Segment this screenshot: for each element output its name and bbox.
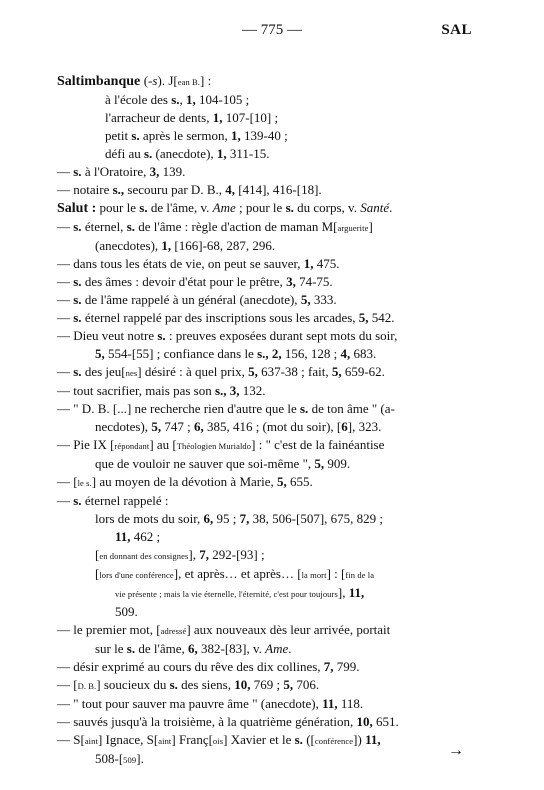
dash-entry-line: — sauvés jusqu'à la troisième, à la quatrième génération, 10, 651. [57,714,399,729]
page-header [0,22,544,42]
sub-entry-line: [lors d'une conférence], et après… et après… [la mort] : [fin de la [95,566,375,581]
continuation-line: 508-[509]. [95,751,144,766]
dash-entry-line: — s. de l'âme rappelé à un général (anecdote), 5, 333. [57,292,337,307]
dash-entry-line: — s. des âmes : devoir d'état pour le prêtre, 3, 74-75. [57,274,333,289]
sub-entry-line: lors de mots du soir, 6, 95 ; 7, 38, 506-[507], 675, 829 ; [95,511,384,526]
sub-entry-line: petit s. après le sermon, 1, 139-40 ; [105,128,288,143]
dash-entry-line: — s. des jeu[nes] désiré : à quel prix, 5, 637-38 ; fait, 5, 659-62. [57,364,385,379]
continuation-line: que de vouloir ne sauver que soi-même ", 5, 909. [95,456,351,471]
dash-entry-line: — tout sacrifier, mais pas son s., 3, 132. [57,383,266,398]
continuation-line: (anecdotes), 1, [166]-68, 287, 296. [95,238,276,253]
dash-entry-line: — " D. B. [...] ne recherche rien d'autre que le s. de ton âme " (a- [57,401,395,416]
continuation-line: 509. [115,604,138,619]
entry-headword-line: Salut : pour le s. de l'âme, v. Ame ; pour le s. du corps, v. Santé. [57,200,393,216]
page-number: — 775 — [242,22,302,38]
dash-entry-line: — [D. B.] soucieux du s. des siens, 10, 769 ; 5, 706. [57,677,320,692]
dash-entry-line: — désir exprimé au cours du rêve des dix collines, 7, 799. [57,659,360,674]
sub-entry-line: [en donnant des consignes], 7, 292-[93] ; [95,547,265,562]
dash-entry-line: — le premier mot, [adressé] aux nouveaux dès leur arrivée, portait [57,622,391,637]
dash-entry-line: — dans tous les états de vie, on peut se sauver, 1, 475. [57,256,340,271]
dash-entry-line: — s. éternel rappelé : [57,493,169,508]
continuation-arrow-icon: → [448,742,464,759]
continuation-line: sur le s. de l'âme, 6, 382-[83], v. Ame. [95,641,292,656]
running-head: SAL [441,22,472,38]
continuation-line: necdotes), 5, 747 ; 6, 385, 416 ; (mot du soir), [6], 323. [95,419,382,434]
continuation-line: vie présente ; mais la vie éternelle, l'éternité, c'est pour toujours], 11, [115,585,365,600]
index-entries [57,72,465,769]
dash-entry-line: — S[aint] Ignace, S[aint] Franç[ois] Xavier et le s. ([conférence]) 11, [57,732,381,747]
dash-entry-line: — Pie IX [répondant] au [Théologien Murialdo] : " c'est de la fainéantise [57,437,385,452]
dash-entry-line: — [le s.] au moyen de la dévotion à Marie, 5, 655. [57,474,313,489]
dash-entry-line: — Dieu veut notre s. : preuves exposées durant sept mots du soir, [57,328,398,343]
dash-entry-line: — " tout pour sauver ma pauvre âme " (anecdote), 11, 118. [57,696,364,711]
sub-entry-line: l'arracheur de dents, 1, 107-[10] ; [105,110,279,125]
sub-entry-line: défi au s. (anecdote), 1, 311-15. [105,146,270,161]
dash-entry-line: — s. éternel, s. de l'âme : règle d'action de maman M[arguerite] [57,219,373,234]
sub-entry-line: à l'école des s., 1, 104-105 ; [105,92,250,107]
dash-entry-line: — notaire s., secouru par D. B., 4, [414], 416-[18]. [57,182,322,197]
dash-entry-line: — s. éternel rappelé par des inscriptions sous les arcades, 5, 542. [57,310,395,325]
continuation-line: 5, 554-[55] ; confiance dans le s., 2, 156, 128 ; 4, 683. [95,346,377,361]
entry-headword-line: Saltimbanque (-s). J[ean B.] : [57,73,212,89]
continuation-line: 11, 462 ; [115,529,161,544]
dash-entry-line: — s. à l'Oratoire, 3, 139. [57,164,186,179]
